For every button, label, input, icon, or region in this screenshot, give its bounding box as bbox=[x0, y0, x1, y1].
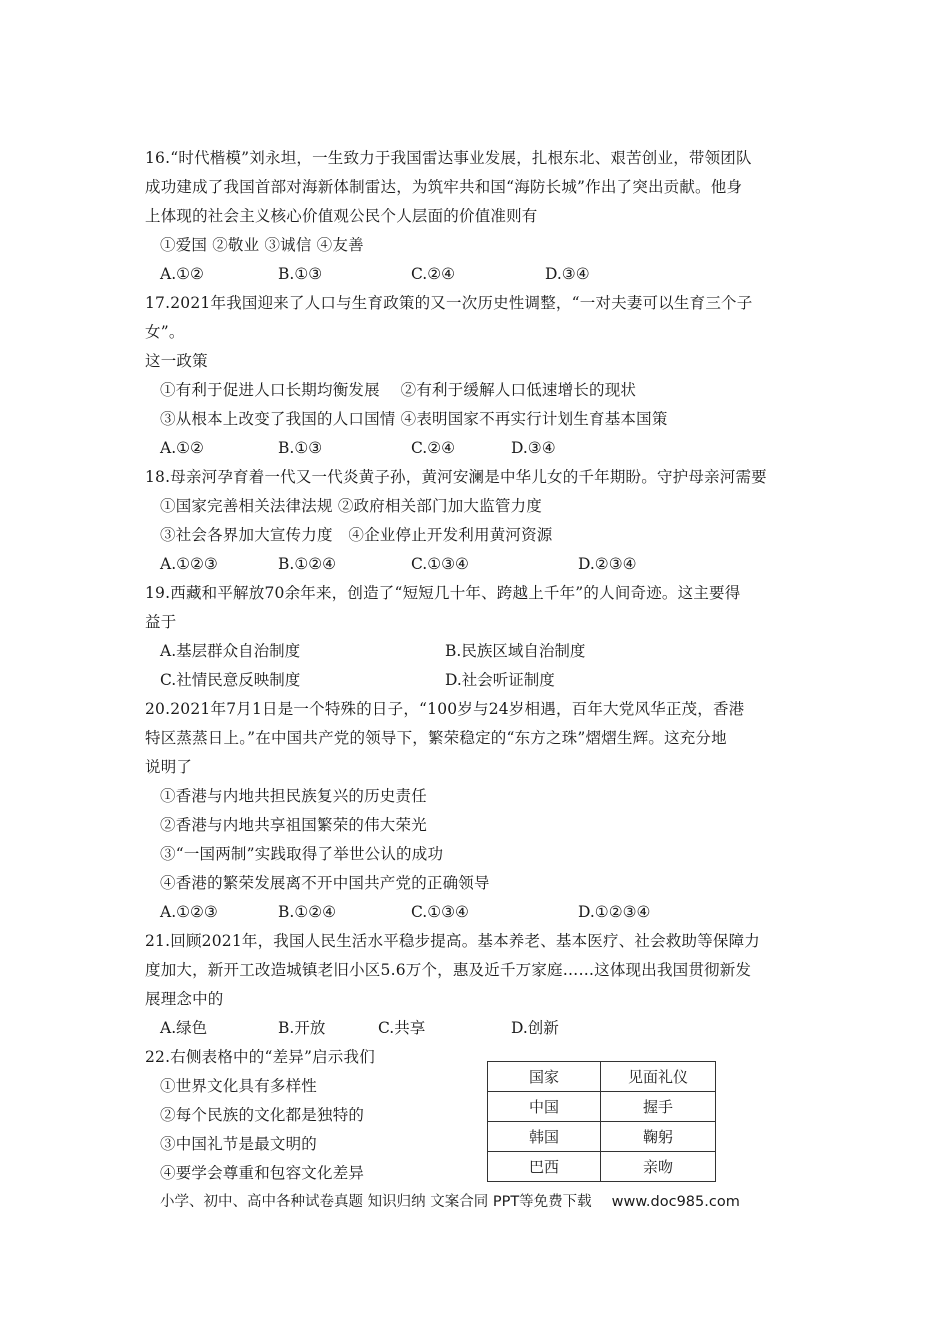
question-18-option-d: D.②③④ bbox=[578, 555, 637, 573]
table-cell-etiquette: 鞠躬 bbox=[601, 1122, 716, 1152]
table-cell-country: 韩国 bbox=[488, 1122, 601, 1152]
question-18-option-b: B.①②④ bbox=[278, 555, 337, 573]
question-21-option-c: C.共享 bbox=[378, 1019, 426, 1037]
question-19-option-b: B.民族区域自治制度 bbox=[445, 642, 586, 660]
question-22-item-3: ③中国礼节是最文明的 bbox=[160, 1135, 318, 1153]
question-17-line-2: 女”。 bbox=[145, 323, 185, 341]
table-row bbox=[488, 1152, 716, 1182]
question-20-item-2: ②香港与内地共享祖国繁荣的伟大荣光 bbox=[160, 816, 427, 834]
question-20-line-2: 特区蒸蒸日上。”在中国共产党的领导下，繁荣稳定的“东方之珠”熠熠生辉。这充分地 bbox=[145, 729, 727, 747]
table-cell-country: 中国 bbox=[488, 1092, 601, 1122]
question-22-item-1: ①世界文化具有多样性 bbox=[160, 1077, 318, 1095]
question-18-items-2: ③社会各界加大宣传力度 ④企业停止开发利用黄河资源 bbox=[160, 526, 553, 544]
question-18-option-a: A.①②③ bbox=[160, 555, 218, 573]
question-19-option-d: D.社会听证制度 bbox=[445, 671, 555, 689]
question-20-item-4: ④香港的繁荣发展离不开中国共产党的正确领导 bbox=[160, 874, 490, 892]
question-20-line-3: 说明了 bbox=[145, 758, 193, 776]
question-19-line-1: 19.西藏和平解放70余年来，创造了“短短几十年、跨越上千年”的人间奇迹。这主要得 bbox=[145, 584, 741, 602]
question-20-option-d: D.①②③④ bbox=[578, 903, 651, 921]
question-21-option-b: B.开放 bbox=[278, 1019, 326, 1037]
table-cell-etiquette: 亲吻 bbox=[601, 1152, 716, 1182]
etiquette-table bbox=[487, 1061, 716, 1182]
question-21-line-3: 展理念中的 bbox=[145, 990, 224, 1008]
page-footer bbox=[160, 1192, 740, 1212]
table-cell-country: 巴西 bbox=[488, 1152, 601, 1182]
table-row bbox=[488, 1122, 716, 1152]
question-17-items-1: ①有利于促进人口长期均衡发展 ②有利于缓解人口低速增长的现状 bbox=[160, 381, 637, 399]
table-header-etiquette: 见面礼仪 bbox=[601, 1062, 716, 1092]
question-16-option-a: A.①② bbox=[160, 265, 204, 283]
question-16-items: ①爱国 ②敬业 ③诚信 ④友善 bbox=[160, 236, 364, 254]
question-17-line-1: 17.2021年我国迎来了人口与生育政策的又一次历史性调整，“一对夫妻可以生育三个子 bbox=[145, 294, 753, 312]
question-20-option-b: B.①②④ bbox=[278, 903, 337, 921]
table-header-country: 国家 bbox=[488, 1062, 601, 1092]
footer-site-link[interactable]: www.doc985.com bbox=[611, 1194, 740, 1210]
question-19-line-2: 益于 bbox=[145, 613, 177, 631]
question-20-item-3: ③“一国两制”实践取得了举世公认的成功 bbox=[160, 845, 444, 863]
question-16-option-c: C.②④ bbox=[411, 265, 456, 283]
question-21-option-d: D.创新 bbox=[511, 1019, 559, 1037]
question-21-option-a: A.绿色 bbox=[160, 1019, 208, 1037]
question-20-item-1: ①香港与内地共担民族复兴的历史责任 bbox=[160, 787, 427, 805]
question-17-option-c: C.②④ bbox=[411, 439, 456, 457]
table-cell-etiquette: 握手 bbox=[601, 1092, 716, 1122]
question-17-option-b: B.①③ bbox=[278, 439, 323, 457]
question-19-option-a: A.基层群众自治制度 bbox=[160, 642, 301, 660]
footer-text: 小学、初中、高中各种试卷真题 知识归纳 文案合同 PPT等免费下载 bbox=[160, 1194, 592, 1210]
question-20-line-1: 20.2021年7月1日是一个特殊的日子，“100岁与24岁相遇，百年大党风华正茂，香港 bbox=[145, 700, 745, 718]
question-20-option-c: C.①③④ bbox=[411, 903, 469, 921]
question-21-line-2: 度加大，新开工改造城镇老旧小区5.6万个，惠及近千万家庭……这体现出我国贯彻新发 bbox=[145, 961, 752, 979]
question-16-option-d: D.③④ bbox=[545, 265, 590, 283]
question-17-line-3: 这一政策 bbox=[145, 352, 208, 370]
question-17-option-a: A.①② bbox=[160, 439, 204, 457]
question-21-line-1: 21.回顾2021年，我国人民生活水平稳步提高。基本养老、基本医疗、社会救助等保障力 bbox=[145, 932, 760, 950]
question-16-line-3: 上体现的社会主义核心价值观公民个人层面的价值准则有 bbox=[145, 207, 538, 225]
question-22-stem: 22.右侧表格中的“差异”启示我们 bbox=[145, 1048, 375, 1066]
table-header-row bbox=[488, 1062, 716, 1092]
question-19-option-c: C.社情民意反映制度 bbox=[160, 671, 301, 689]
question-22-item-2: ②每个民族的文化都是独特的 bbox=[160, 1106, 365, 1124]
table-row bbox=[488, 1092, 716, 1122]
question-18-option-c: C.①③④ bbox=[411, 555, 469, 573]
question-17-option-d: D.③④ bbox=[511, 439, 556, 457]
question-16-line-2: 成功建成了我国首部对海新体制雷达，为筑牢共和国“海防长城”作出了突出贡献。他身 bbox=[145, 178, 743, 196]
question-16-line-1: 16.“时代楷模”刘永坦，一生致力于我国雷达事业发展，扎根东北、艰苦创业，带领团队 bbox=[145, 149, 752, 167]
question-16-option-b: B.①③ bbox=[278, 265, 323, 283]
question-22-item-4: ④要学会尊重和包容文化差异 bbox=[160, 1164, 365, 1182]
question-18-line-1: 18.母亲河孕育着一代又一代炎黄子孙，黄河安澜是中华儿女的千年期盼。守护母亲河需要 bbox=[145, 468, 767, 486]
question-18-items-1: ①国家完善相关法律法规 ②政府相关部门加大监管力度 bbox=[160, 497, 542, 515]
question-20-option-a: A.①②③ bbox=[160, 903, 218, 921]
question-17-items-2: ③从根本上改变了我国的人口国情 ④表明国家不再实行计划生育基本国策 bbox=[160, 410, 668, 428]
